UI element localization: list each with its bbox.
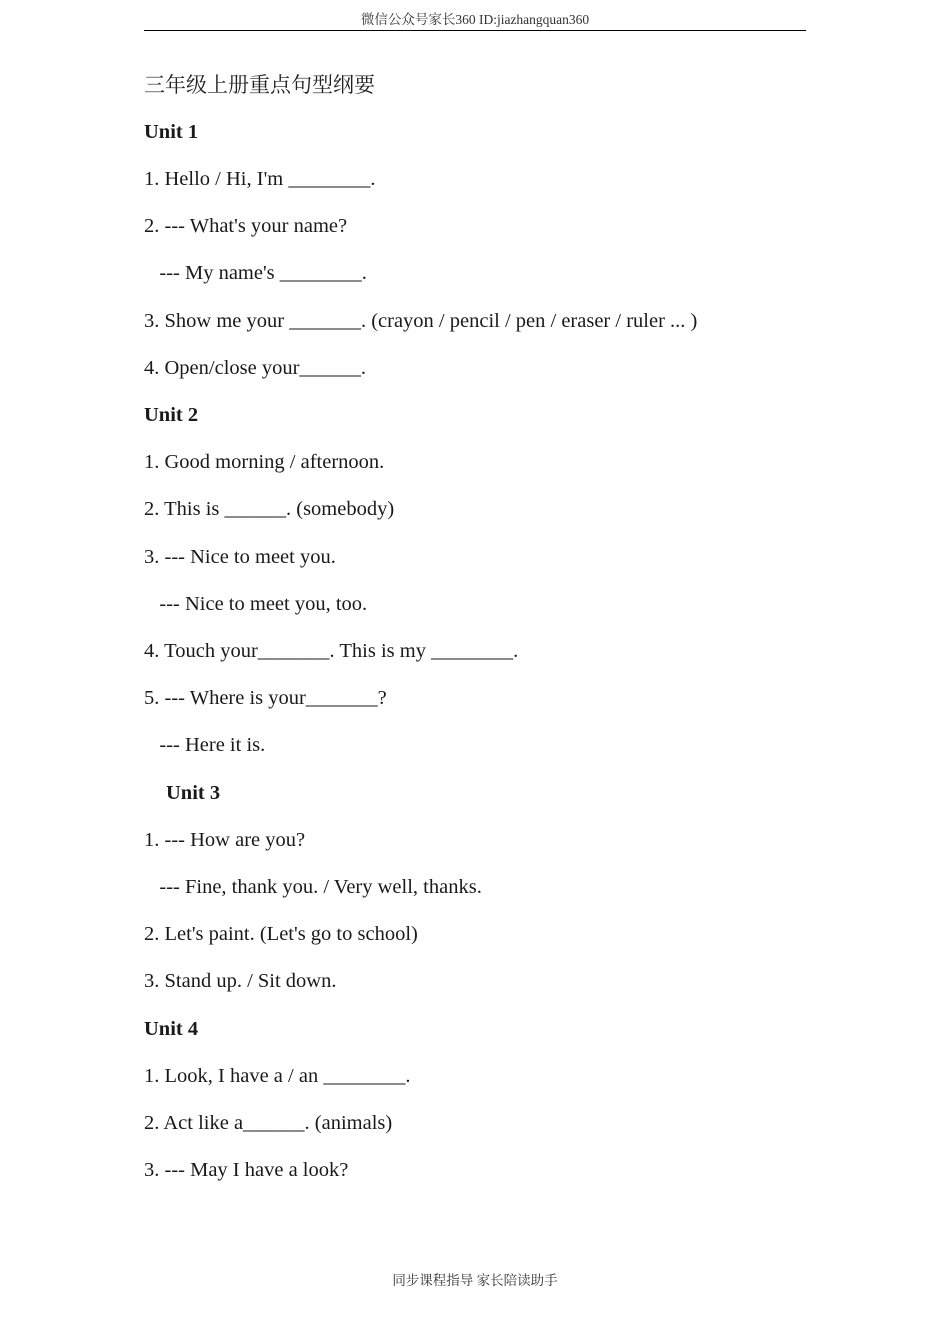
unit-3-heading: Unit 3 bbox=[166, 782, 221, 804]
unit-4-heading: Unit 4 bbox=[144, 1018, 199, 1040]
unit-1-line-5: 4. Open/close your______. bbox=[144, 357, 367, 379]
unit-2-line-3: 3. --- Nice to meet you. bbox=[144, 546, 336, 568]
unit-2-heading: Unit 2 bbox=[144, 404, 199, 426]
unit-1-line-2: 2. --- What's your name? bbox=[144, 215, 348, 237]
unit-2-line-2: 2. This is ______. (somebody) bbox=[144, 498, 395, 520]
unit-4-line-2: 2. Act like a______. (animals) bbox=[144, 1112, 393, 1134]
unit-2-line-1: 1. Good morning / afternoon. bbox=[144, 451, 385, 473]
unit-3-line-3: 2. Let's paint. (Let's go to school) bbox=[144, 923, 418, 945]
unit-1-heading: Unit 1 bbox=[144, 121, 199, 143]
unit-2-line-7: --- Here it is. bbox=[144, 734, 266, 756]
unit-2-line-6: 5. --- Where is your_______? bbox=[144, 687, 387, 709]
unit-3-line-1: 1. --- How are you? bbox=[144, 829, 306, 851]
unit-1-line-1: 1. Hello / Hi, I'm ________. bbox=[144, 168, 376, 190]
unit-2-line-5: 4. Touch your_______. This is my ________. bbox=[144, 640, 519, 662]
unit-2-line-4: --- Nice to meet you, too. bbox=[144, 593, 368, 615]
unit-3-line-4: 3. Stand up. / Sit down. bbox=[144, 970, 337, 992]
unit-4-line-3: 3. --- May I have a look? bbox=[144, 1159, 349, 1181]
unit-1-line-3: --- My name's ________. bbox=[144, 262, 367, 284]
unit-1-line-4: 3. Show me your _______. (crayon / pencil / pen / eraser / ruler ... ) bbox=[144, 310, 698, 332]
unit-3-line-2: --- Fine, thank you. / Very well, thanks. bbox=[144, 876, 482, 898]
page-header: 微信公众号家长360 ID:jiazhangquan360 bbox=[144, 11, 806, 31]
unit-4-line-1: 1. Look, I have a / an ________. bbox=[144, 1065, 411, 1087]
document-title: 三年级上册重点句型纲要 bbox=[144, 73, 375, 97]
page-footer: 同步课程指导 家长陪读助手 bbox=[392, 1273, 558, 1288]
